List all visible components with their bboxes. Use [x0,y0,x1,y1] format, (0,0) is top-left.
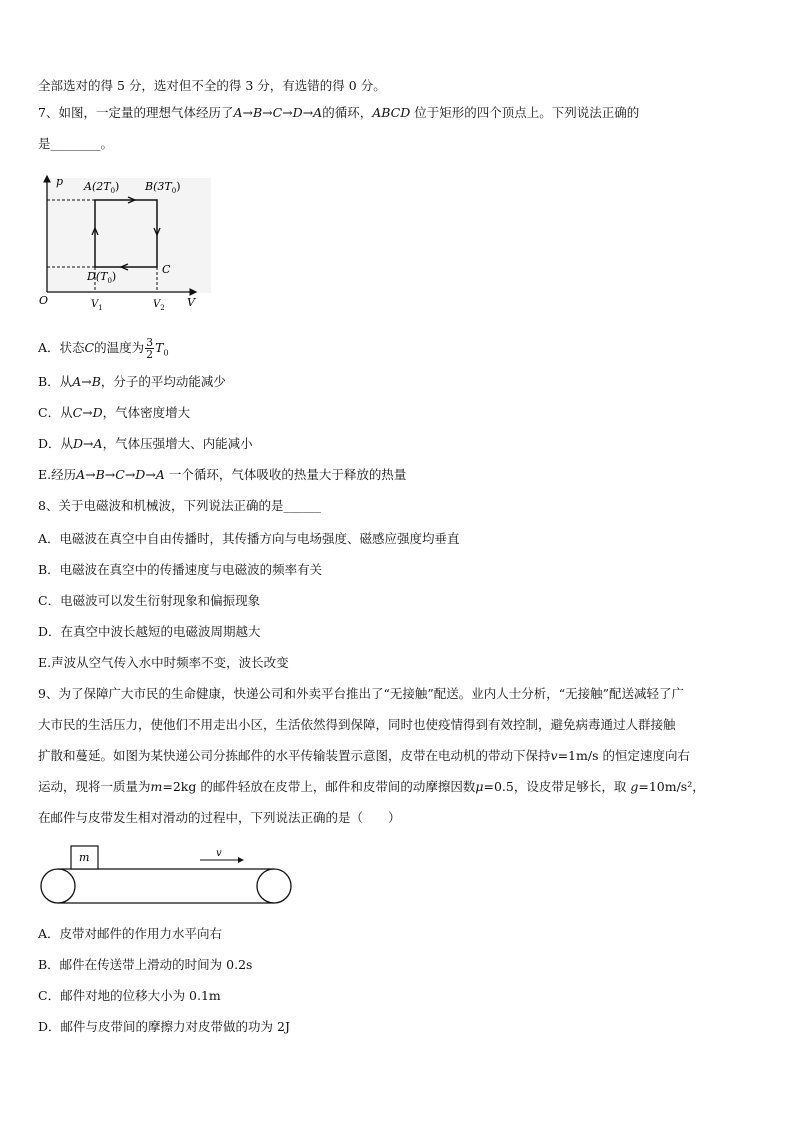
q7-opt-a-t: T [155,340,164,355]
q9-stem-line-2: 大市民的生活压力，使他们不用走出小区，生活依然得到保障，同时也使疫情得到有效控制，避免病毒通过人群接触 [38,717,676,732]
q7-opt-a-mid: 的温度为 [94,340,145,355]
q8-option-b: B．电磁波在真空中的传播速度与电磁波的频率有关 [38,562,323,577]
q9-stem-line-4 [38,779,705,795]
q7-stem-line-1 [38,105,639,121]
q7-cycle: A→B→C→D→A [233,105,323,120]
q9-line3-v: v [550,748,558,763]
q7-opt-d-post: ，气体压强增大、内能减小 [102,436,253,451]
q7-stem-a: 如图，一定量的理想气体经历了 [58,105,234,120]
q7-option-b [38,374,226,390]
q7-opt-d-pre: D．从 [38,436,74,451]
q7-stem-b: 的循环， [322,105,373,120]
q7-v-axis-label: V [187,296,195,309]
q7-label-d: $D(T_0)$ [87,270,117,285]
q7-label-b: $B(3T_0)$ [145,180,181,195]
q7-option-d [38,436,253,452]
q7-p-axis-label: p [56,175,64,188]
q7-label-a: $A(2T_0)$ [84,180,120,195]
q9-line3-a: 扩散和蔓延。如图为某快递公司分拣邮件的水平传输装置示意图，皮带在电动机的带动下保持 [38,748,551,763]
q7-opt-e-proc: A→B→C→D→A [76,467,165,482]
q7-label-v1: $V_1$ [91,299,103,312]
q8-option-c: C．电磁波可以发生衍射现象和偏振现象 [38,593,261,608]
q9-option-c: C．邮件对地的位移大小为 0.1m [38,988,221,1003]
q7-number: 7、 [38,105,59,120]
q7-opt-c-proc: C→D [72,405,103,420]
q7-diagram-background [46,178,211,293]
q7-origin-label: O [39,294,49,307]
q7-fraction [145,337,154,360]
q9-velocity-label: v [216,848,222,859]
q7-stem-c: 位于矩形的四个顶点上。下列说法正确的 [414,105,640,120]
q9-right-pulley [257,869,291,903]
q7-opt-b-proc: A→B [72,374,101,389]
q9-option-d: D．邮件与皮带间的摩擦力对皮带做的功为 2J [38,1019,290,1034]
q9-line4-m: m [150,779,163,794]
q7-opt-a-pre: A．状态 [38,340,85,355]
q7-option-c [38,405,190,421]
q9-option-a: A．皮带对邮件的作用力水平向右 [38,926,223,941]
q9-option-b: B．邮件在传送带上滑动的时间为 0.2s [38,957,253,972]
q9-left-pulley [41,869,75,903]
q7-opt-d-proc: D→A [73,436,103,451]
q9-line3-b: =1m/s 的恒定速度向右 [557,748,690,763]
q7-opt-b-post: ，分子的平均动能减少 [100,374,226,389]
q8-option-a: A．电磁波在真空中自由传播时，其传播方向与电场强度、磁感应强度均垂直 [38,531,460,546]
q7-opt-a-sub: 0 [163,348,169,358]
q7-opt-e-pre: E.经历 [38,467,77,482]
q9-line4-d: =10m/s²， [638,779,705,794]
q9-line4-b: =2kg 的邮件轻放在皮带上，邮件和皮带间的动摩擦因数 [162,779,476,794]
q7-pv-diagram [36,170,216,315]
q9-line4-c: =0.5，设皮带足够长，取 [483,779,627,794]
q7-opt-c-post: ，气体密度增大 [102,405,191,420]
q9-stem-line-3 [38,748,690,764]
q9-line4-a: 运动，现将一质量为 [38,779,151,794]
q9-stem-line-1: 9、为了保障广大市民的生命健康，快递公司和外卖平台推出了“无接触”配送。业内人士分析，“无接触”配送减轻了广 [38,686,685,701]
q8-option-e: E.声波从空气传入水中时频率不变，波长改变 [38,655,289,670]
q9-line4-mu: μ [475,779,484,794]
q7-fraction-numerator: 3 [146,336,154,349]
q7-opt-e-post: 一个循环，气体吸收的热量大于释放的热量 [168,467,407,482]
q9-stem-line-5: 在邮件与皮带发生相对滑动的过程中，下列说法正确的是（ ） [38,810,401,825]
q7-label-c: C [162,263,171,276]
q7-option-a [38,337,169,365]
q7-opt-a-c: C [84,340,95,355]
q7-opt-c-pre: C．从 [38,405,73,420]
q7-abcd: ABCD [372,105,411,120]
q7-stem-line-2: 是________。 [38,136,114,151]
q7-fraction-denominator: 2 [146,348,154,361]
q8-stem: 8、关于电磁波和机械波，下列说法正确的是______ [38,498,321,513]
q7-label-v2: $V_2$ [153,299,165,312]
intro-line: 全部选对的得 5 分，选对但不全的得 3 分，有选错的得 0 分。 [38,78,386,93]
q7-opt-b-pre: B．从 [38,374,73,389]
q9-parcel-label: m [79,851,90,864]
q8-option-d: D．在真空中波长越短的电磁波周期越大 [38,624,261,639]
q7-option-e [38,467,406,483]
q9-conveyor-diagram [38,842,298,912]
q9-line4-g: g [630,779,639,794]
